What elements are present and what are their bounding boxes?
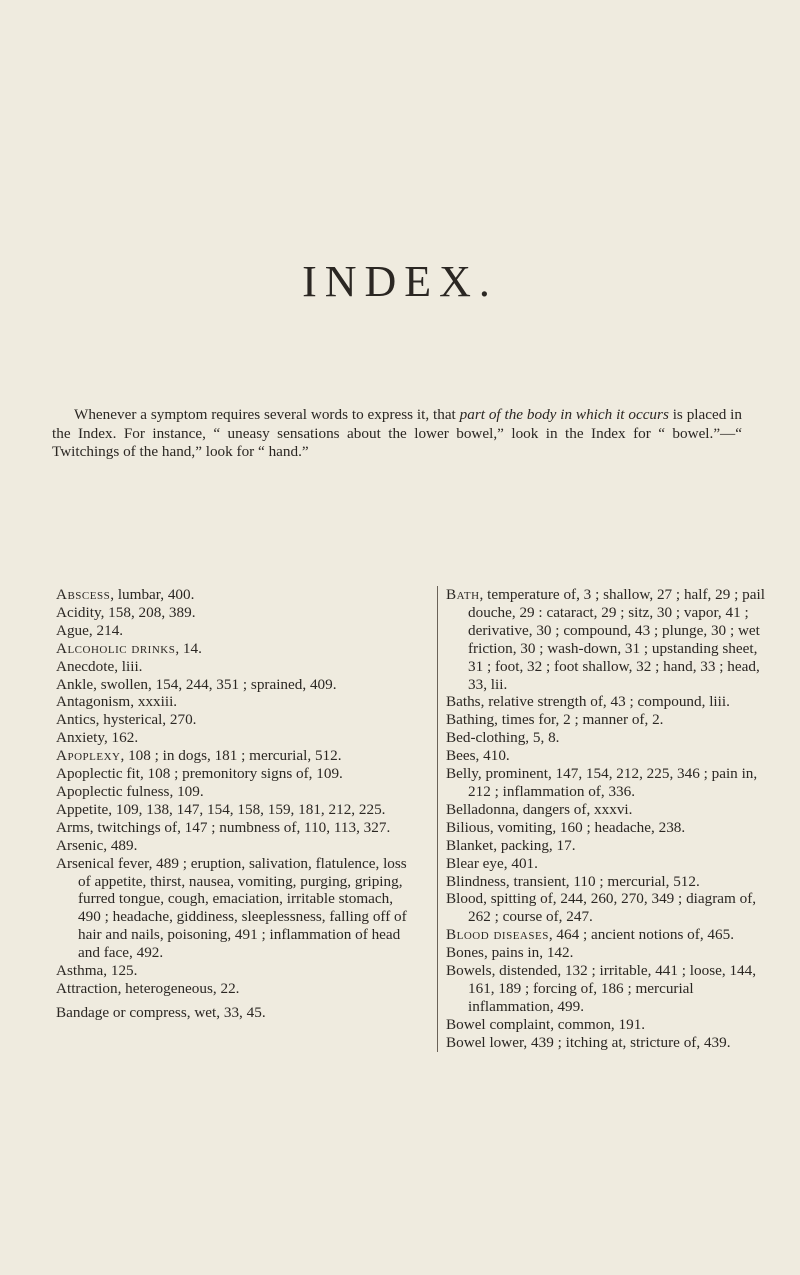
index-entry-references: , relative strength of, 43 ; compound, liii. xyxy=(480,693,730,711)
index-entry-references: , hysterical, 270. xyxy=(95,711,197,729)
index-entry-references: , dangers of, xxxvi. xyxy=(515,800,633,818)
index-entry xyxy=(446,693,773,711)
index-entry-references: , 401. xyxy=(503,854,538,872)
index-entry-heading: Bees xyxy=(446,747,476,765)
index-entry-heading: Acidity xyxy=(56,603,101,621)
index-entry-references: , 410. xyxy=(475,747,510,765)
index-entry-heading: Arsenic xyxy=(56,836,104,854)
index-entry-heading: Apoplectic fulness xyxy=(56,782,170,800)
index-entry-heading: Alcoholic drinks xyxy=(56,639,176,657)
index-entry-references: , 109. xyxy=(169,782,204,800)
index-entry-heading: Bowel complaint xyxy=(446,1015,551,1033)
index-entry xyxy=(446,873,773,891)
intro-text-1: Whenever a symptom requires several words to express it, that xyxy=(74,406,460,423)
index-entry-heading: Appetite xyxy=(56,800,109,818)
index-entry xyxy=(446,819,773,837)
index-entry-heading: Abscess xyxy=(56,586,111,603)
index-entry-references: , 5, 8. xyxy=(525,729,560,747)
index-entry xyxy=(446,962,773,1016)
index-entry-heading: Apoplectic fit xyxy=(56,765,140,783)
index-entry-heading: Bath xyxy=(446,586,480,603)
index-entry xyxy=(446,944,773,962)
index-entry xyxy=(56,783,408,801)
index-entry xyxy=(446,711,773,729)
index-entry-heading: Baths xyxy=(446,693,481,711)
index-entry xyxy=(446,765,773,801)
index-entry-references: , 464 ; ancient notions of, 465. xyxy=(548,926,735,944)
index-entry-references: , spitting of, 244, 260, 270, 349 ; diagram of, 262 ; course of, 247. xyxy=(468,890,757,926)
index-entry xyxy=(56,819,408,837)
index-entry-references: , transient, 110 ; mercurial, 512. xyxy=(505,872,700,890)
index-entry-heading: Belladonna xyxy=(446,800,516,818)
index-entry-references: , liii. xyxy=(114,657,143,675)
index-entry xyxy=(56,693,408,711)
index-entry-references: , times for, 2 ; manner of, 2. xyxy=(494,711,664,729)
index-entry xyxy=(446,586,773,693)
index-entry xyxy=(446,729,773,747)
index-entry-heading: Bed-clothing xyxy=(446,729,526,747)
index-entry-heading: Blear eye xyxy=(446,854,504,872)
index-entry-references: , twitchings of, 147 ; numbness of, 110, 113, 327. xyxy=(89,818,391,836)
index-entry xyxy=(56,640,408,658)
index-entry xyxy=(446,926,773,944)
index-entry xyxy=(56,765,408,783)
index-entry-references: , prominent, 147, 154, 212, 225, 346 ; pain in, 212 ; inflammation of, 336. xyxy=(468,765,758,800)
index-entry-heading: Bilious xyxy=(446,818,490,836)
index-entry-references: , 439 ; itching at, stricture of, 439. xyxy=(523,1033,731,1051)
index-entry-heading: Anxiety xyxy=(56,729,104,747)
index-entry-heading: Antagonism xyxy=(56,693,131,711)
page-title: INDEX. xyxy=(302,257,498,306)
index-entry-references: , 108 ; premonitory signs of, 109. xyxy=(139,765,343,783)
index-entry-heading: Apoplexy xyxy=(56,747,121,765)
index-entry-references: , 214. xyxy=(88,621,124,639)
index-entry xyxy=(446,890,773,926)
index-entry-references: , 489. xyxy=(103,836,138,854)
index-entry-heading: Bones xyxy=(446,944,484,962)
index-entry xyxy=(446,747,773,765)
index-entry xyxy=(446,837,773,855)
index-entry-heading: Arms xyxy=(56,818,90,836)
index-entry-heading: Blood xyxy=(446,890,484,908)
index-entry xyxy=(446,801,773,819)
index-entry-heading: Blindness xyxy=(446,872,506,890)
index-entry-references: , 162. xyxy=(103,729,139,747)
index-entry xyxy=(56,711,408,729)
index-entry-references: , 489 ; eruption, salivation, flatulence, loss of appetite, thirst, nausea, vomiting, purging, griping, furred tongue, cough, emaciation, irritable stomach, 490 ; headache, giddiness, sleeplessness, falling off of hair and nails, poisoning, 491 ; inflammation of head and face, 492. xyxy=(78,854,407,962)
index-entry xyxy=(56,980,408,998)
index-entry-references: , 14. xyxy=(175,639,202,657)
index-entry-references: , packing, 17. xyxy=(493,836,576,854)
index-entry-heading: Antics xyxy=(56,711,96,729)
index-entry-references: , distended, 132 ; irritable, 441 ; loose, 144, 161, 189 ; forcing of, 186 ; mercurial inflammation, 499. xyxy=(468,962,757,1015)
index-entry-heading: Attraction xyxy=(56,979,118,997)
index-entry xyxy=(56,855,408,962)
index-entry-references: , pains in, 142. xyxy=(483,944,574,962)
index-entry-heading: Ankle xyxy=(56,675,94,693)
index-entry-references: , vomiting, 160 ; headache, 238. xyxy=(489,818,686,836)
index-entry-heading: Bowel lower xyxy=(446,1033,524,1051)
index-entry xyxy=(56,837,408,855)
index-entry-heading: Bowels xyxy=(446,962,492,980)
index-entry-references: , 108 ; in dogs, 181 ; mercurial, 512. xyxy=(120,747,342,765)
index-right-column xyxy=(437,586,773,1052)
index-entry xyxy=(56,747,408,765)
index-entry-references: , 158, 208, 389. xyxy=(100,603,196,621)
index-entry-heading: Bandage or compress xyxy=(56,1003,187,1021)
index-introduction xyxy=(52,406,742,462)
index-entry-heading: Bathing xyxy=(446,711,495,729)
index-entry xyxy=(446,1016,773,1034)
index-entry xyxy=(56,676,408,694)
index-entry-references: , swollen, 154, 244, 351 ; sprained, 409. xyxy=(93,675,337,693)
index-entry-references: , lumbar, 400. xyxy=(110,586,195,603)
index-entry-references: , xxxiii. xyxy=(130,693,178,711)
index-entry xyxy=(56,962,408,980)
index-entry xyxy=(56,801,408,819)
intro-text-2: is placed in the Index. For instance, “ uneasy sensations about the lower bowel,” look in the Index for “ bowel.”—“ Twitchings of the hand,” look for “ hand.” xyxy=(52,406,742,460)
index-entry xyxy=(446,1034,773,1052)
intro-emphasis: part of the body in which it occurs xyxy=(459,406,669,423)
index-entry xyxy=(56,1004,408,1022)
index-entry xyxy=(56,729,408,747)
index-entry-heading: Anecdote xyxy=(56,657,115,675)
index-entry xyxy=(56,586,408,604)
index-entry xyxy=(56,622,408,640)
index-left-column xyxy=(56,586,408,1022)
index-entry-references: , 109, 138, 147, 154, 158, 159, 181, 212, 225. xyxy=(108,800,386,818)
index-entry-heading: Blood diseases xyxy=(446,926,549,944)
index-entry-heading: Belly xyxy=(446,765,478,783)
index-entry-heading: Blanket xyxy=(446,836,494,854)
index-entry-heading: Arsenical fever xyxy=(56,854,149,872)
index-entry xyxy=(446,855,773,873)
index-entry-references: , heterogeneous, 22. xyxy=(117,979,240,997)
index-entry xyxy=(56,658,408,676)
index-entry-heading: Ague xyxy=(56,621,89,639)
index-entry-references: , wet, 33, 45. xyxy=(186,1003,266,1021)
index-entry-references: , temperature of, 3 ; shallow, 27 ; half, 29 ; pail douche, 29 : cataract, 29 ; sitz, 30 ; vapor, 41 ; derivative, 30 ; compound, 43 ; plunge, 30 ; wet friction, 30 ; wash-down, 31 ; upstanding sheet, 31 ; foot, 32 ; foot shallow, 32 ; hand, 33 ; head, 33, lii. xyxy=(468,586,765,693)
index-entry-references: , common, 191. xyxy=(550,1015,646,1033)
index-entry xyxy=(56,604,408,622)
index-entry-references: , 125. xyxy=(103,962,138,980)
index-entry-heading: Asthma xyxy=(56,962,104,980)
